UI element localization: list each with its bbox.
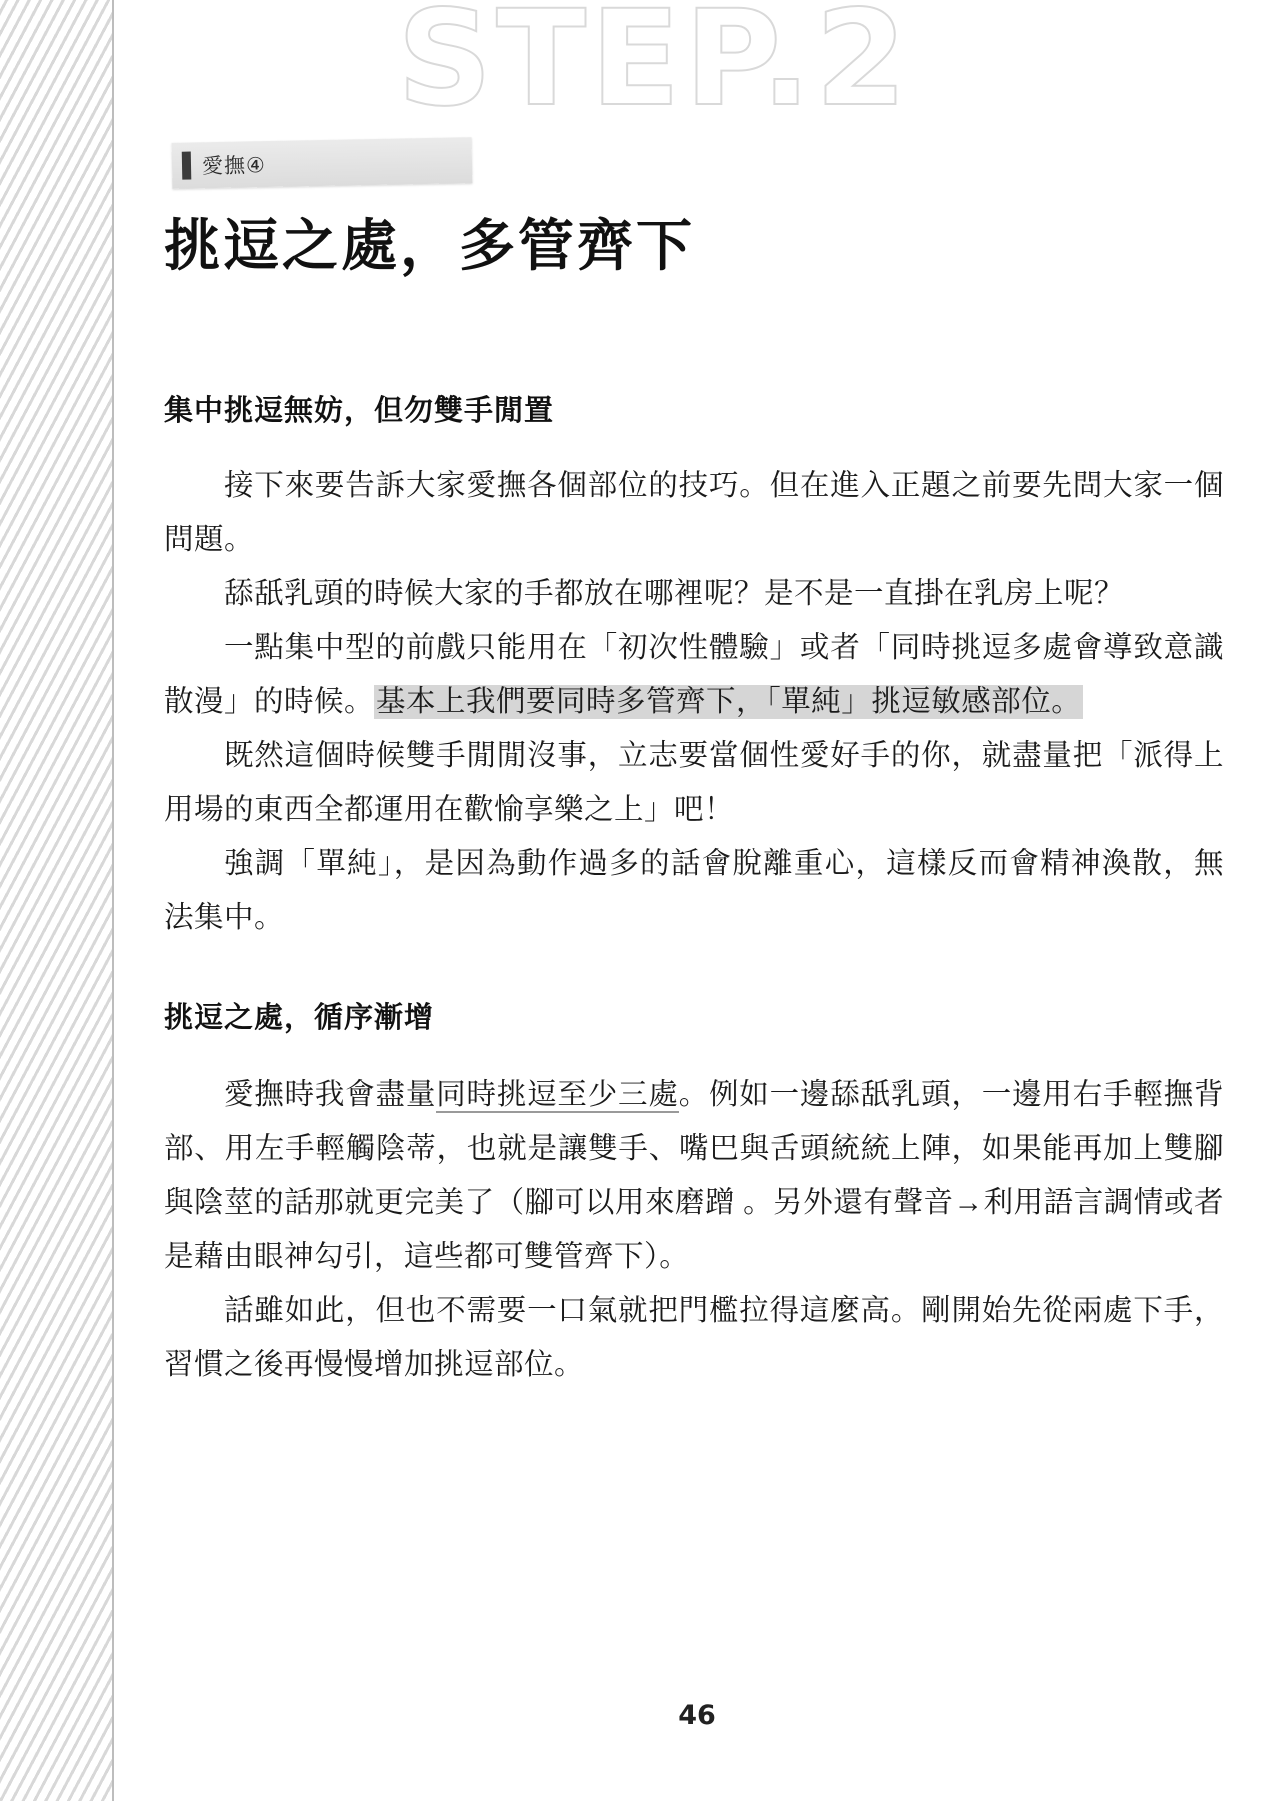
highlighted-text: 基本上我們要同時多管齊下，「單純」挑逗敏感部位。: [376, 686, 1082, 718]
book-page: [114, 0, 1280, 1801]
decorative-left-margin-stripes: [0, 0, 112, 1801]
underlined-text: 同時挑逗至少三處: [436, 1079, 679, 1111]
tag-accent-block: [182, 152, 192, 180]
tag-label: 愛撫④: [201, 153, 267, 179]
paragraph-text-cont: 。例如一邊舔舐乳頭，一邊用右手輕撫背部、用左手輕觸陰蒂，也就是讓雙手、嘴巴與舌頭統統上陣，如果能再加上雙腳與陰莖的話那就更完美了（腳可以用來磨蹭 。另外還有聲音→利用語言調情或者是藉由眼神勾引，這些都可雙管齊下）。: [164, 1079, 1224, 1273]
paragraph-text: 一點集中型的前戲只能用在「初次性體驗」或者「同時挑逗多處會導致意識散漫」的時候。: [164, 632, 1224, 718]
paragraph: 話雖如此，但也不需要一口氣就把門檻拉得這麼高。剛開始先從兩處下手，習慣之後再慢慢增加挑逗部位。: [164, 1295, 1224, 1381]
paragraph-text: 愛撫時我會盡量: [224, 1079, 437, 1111]
paragraph: 既然這個時候雙手閒閒沒事，立志要當個性愛好手的你，就盡量把「派得上用場的東西全都運用在歡愉享樂之上」吧！: [164, 740, 1224, 826]
paragraph: 接下來要告訴大家愛撫各個部位的技巧。但在進入正題之前要先問大家一個問題。: [164, 470, 1224, 556]
paragraph-with-highlight: [164, 621, 1224, 729]
paragraph: 舔舐乳頭的時候大家的手都放在哪裡呢？是不是一直掛在乳房上呢？: [224, 578, 1125, 610]
section-heading-1: 集中挑逗無妨，但勿雙手閒置: [164, 393, 555, 427]
page-content: [164, 388, 1224, 1392]
page-title: 挑逗之處，多管齊下: [164, 214, 695, 279]
page-number: 46: [678, 1700, 716, 1731]
paragraph-with-underline: [164, 1068, 1224, 1284]
step-watermark: STEP.2: [397, 0, 911, 136]
section-tag-bar: [172, 137, 473, 189]
section-heading-2: 挑逗之處，循序漸增: [164, 1000, 435, 1034]
paragraph: 強調「單純」，是因為動作過多的話會脫離重心，這樣反而會精神渙散，無法集中。: [164, 848, 1224, 934]
